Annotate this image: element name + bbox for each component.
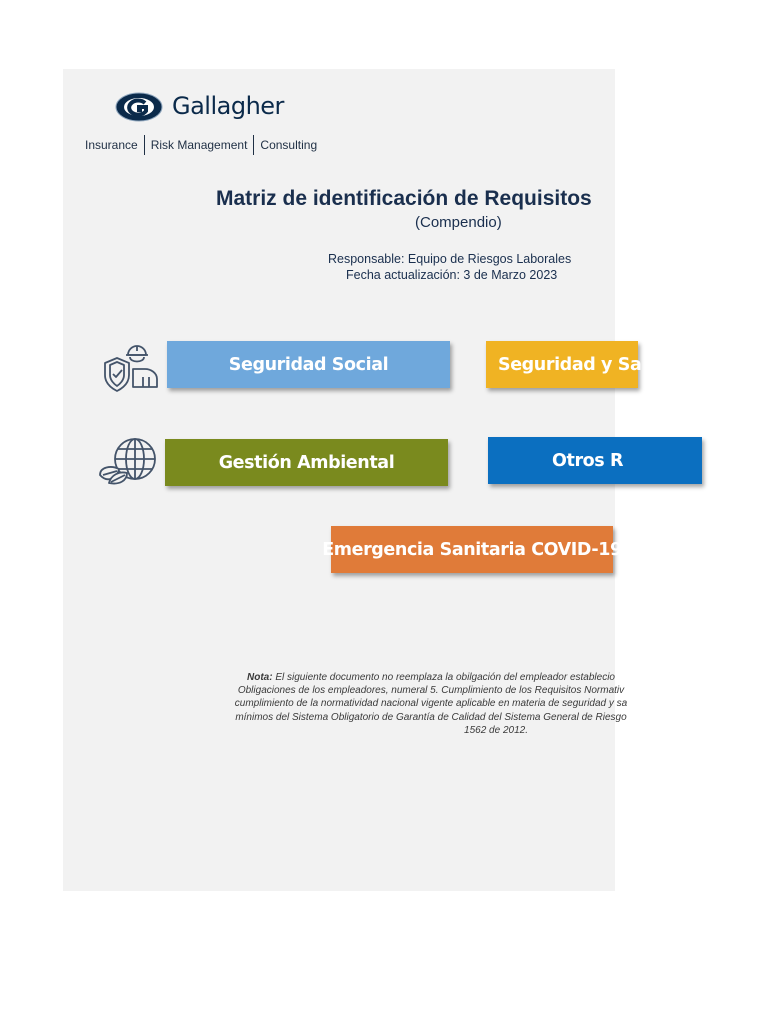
tagline-divider bbox=[253, 135, 254, 155]
note-line-1-text: El siguiente documento no reemplaza la obilgación del empleador establecio bbox=[275, 672, 615, 683]
tagline-insurance: Insurance bbox=[85, 138, 138, 152]
note-line-2: Obligaciones de los empleadores, numeral 5. Cumplimiento de los Requisitos Normativ bbox=[237, 685, 625, 697]
seguridad-salud-button[interactable] bbox=[486, 341, 642, 388]
note-line-3: cumplimiento de la normatividad nacional vigente aplicable en materia de seguridad y sa bbox=[234, 698, 628, 710]
globe-leaf-icon bbox=[97, 435, 159, 487]
note-line-5: 1562 de 2012. bbox=[464, 724, 528, 736]
page-title: Matriz de identificación de Requisitos bbox=[216, 187, 592, 210]
responsable-text: Responsable: Equipo de Riesgos Laborales bbox=[328, 252, 572, 266]
fecha-text: Fecha actualización: 3 de Marzo 2023 bbox=[346, 268, 558, 282]
note-label: Nota: bbox=[246, 672, 273, 683]
seguridad-social-button[interactable] bbox=[167, 341, 450, 388]
brand-tagline bbox=[85, 135, 317, 155]
gestion-ambiental-button[interactable] bbox=[165, 439, 448, 486]
tagline-consulting: Consulting bbox=[260, 138, 318, 152]
tagline-risk: Risk Management bbox=[150, 138, 248, 152]
page-subtitle: (Compendio) bbox=[415, 214, 502, 231]
brand-name: Gallagher bbox=[172, 92, 284, 120]
covid-label: Emergencia Sanitaria COVID-19 bbox=[322, 539, 622, 560]
seguridad-social-label: Seguridad Social bbox=[228, 354, 389, 375]
covid-button[interactable] bbox=[322, 526, 622, 573]
gallagher-logo-icon bbox=[115, 91, 165, 123]
note-text bbox=[171, 671, 691, 737]
note-line-4: mínimos del Sistema Obligatorio de Garantía de Calidad del Sistema General de Riesgo bbox=[235, 711, 627, 723]
otros-label: Otros R bbox=[552, 450, 624, 471]
document-sheet bbox=[63, 69, 642, 891]
worker-shield-icon bbox=[101, 341, 159, 395]
seguridad-salud-label: Seguridad y Sa bbox=[498, 354, 642, 375]
gestion-ambiental-label: Gestión Ambiental bbox=[218, 452, 395, 473]
tagline-divider bbox=[144, 135, 145, 155]
otros-button[interactable] bbox=[488, 437, 702, 484]
note-line-1 bbox=[171, 671, 691, 684]
